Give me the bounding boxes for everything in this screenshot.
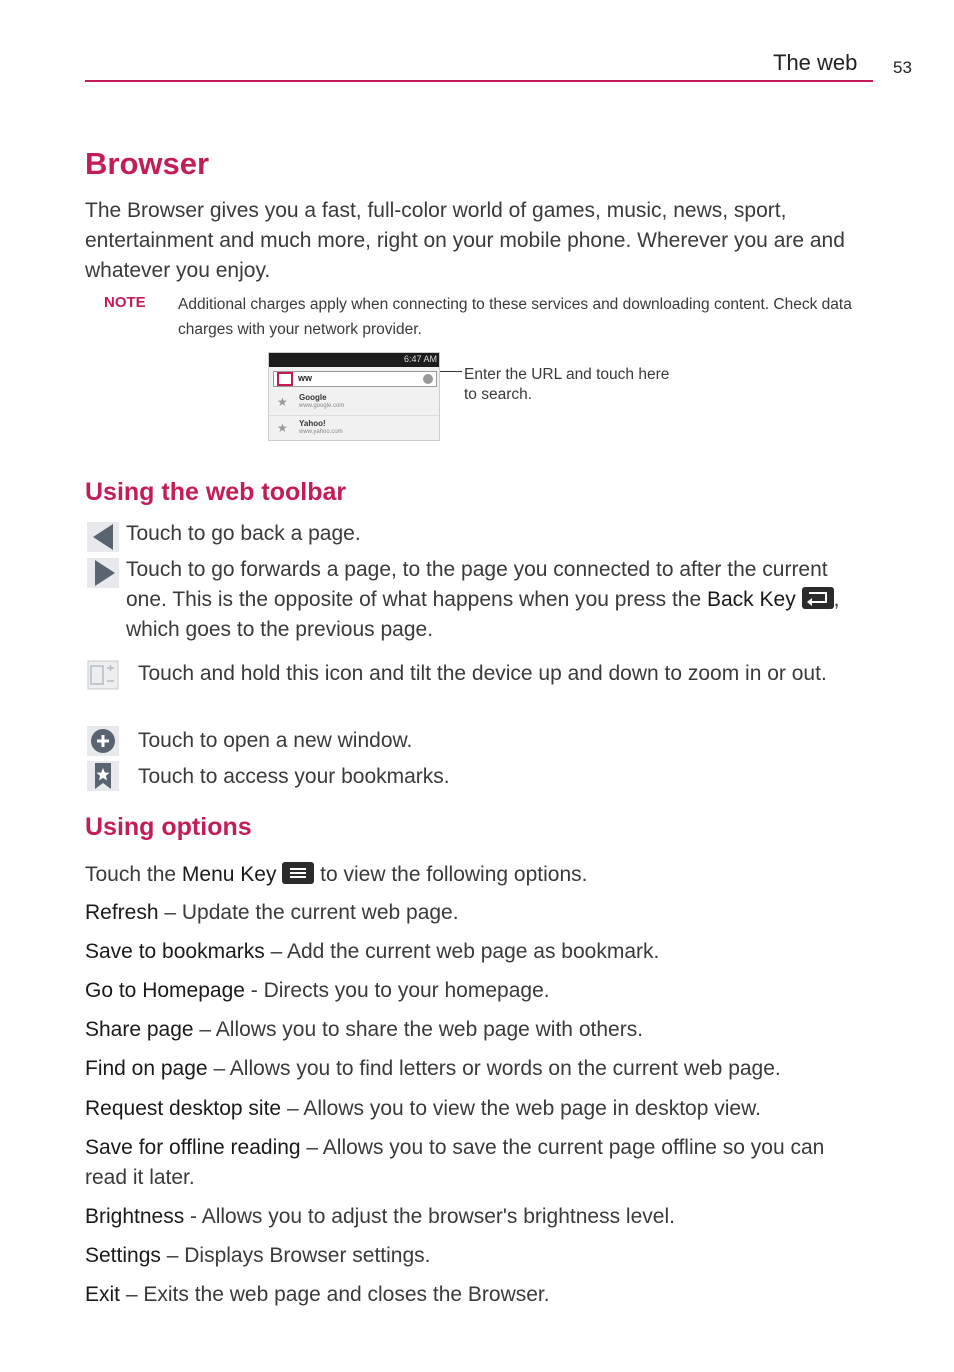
option-desc: – Exits the web page and closes the Browser. xyxy=(120,1283,550,1306)
suggestion-title: Google xyxy=(299,393,327,402)
page-number: 53 xyxy=(893,58,912,77)
forward-text-before: Touch to go forwards a page, to the page you connected to after the current one. This is the opposite of what happens when you press the xyxy=(126,558,828,611)
option-name: Exit xyxy=(85,1283,121,1306)
back-key-icon xyxy=(802,587,834,609)
toolbar-heading: Using the web toolbar xyxy=(85,478,347,506)
menu-key-icon xyxy=(282,862,314,884)
back-arrow-icon xyxy=(87,522,119,552)
option-item xyxy=(85,1015,875,1045)
toolbar-back-text: Touch to go back a page. xyxy=(126,522,361,545)
suggestion-url: www.google.com xyxy=(299,403,345,409)
option-desc: – Allows you to share the web page with others. xyxy=(193,1018,644,1041)
divider xyxy=(269,415,440,416)
option-desc: – Update the current web page. xyxy=(158,901,459,924)
suggestion-row xyxy=(275,417,435,441)
status-bar xyxy=(269,353,440,367)
option-name: Save to bookmarks xyxy=(85,940,265,963)
forward-arrow-icon xyxy=(87,558,119,588)
option-desc: – Allows you to save the current page offline so you can read it later. xyxy=(85,1136,825,1189)
forward-text-after: , which goes to the previous page. xyxy=(126,588,840,641)
star-icon: ★ xyxy=(277,395,288,409)
callout-line xyxy=(440,371,462,372)
option-name: Request desktop site xyxy=(85,1097,282,1120)
option-name: Brightness xyxy=(85,1205,185,1228)
zoom-tilt-icon xyxy=(87,660,119,690)
option-item xyxy=(85,937,875,967)
options-heading: Using options xyxy=(85,813,252,841)
note-text: Additional charges apply when connecting to these services and downloading content. Check data charges with your network provider. xyxy=(178,296,852,338)
option-item xyxy=(85,898,875,928)
option-name: Save for offline reading xyxy=(85,1136,301,1159)
clear-icon xyxy=(423,374,433,384)
option-name: Settings xyxy=(85,1244,161,1267)
url-text: ww xyxy=(298,373,313,383)
note-label: NOTE xyxy=(104,294,146,311)
new-window-icon xyxy=(87,726,119,756)
toolbar-forward-text xyxy=(126,555,861,645)
suggestion-row xyxy=(275,391,435,415)
option-desc: - Directs you to your homepage. xyxy=(244,979,550,1002)
suggestion-title: Yahoo! xyxy=(299,419,326,428)
options-intro xyxy=(85,860,875,890)
option-item xyxy=(85,1054,875,1084)
option-name: Refresh xyxy=(85,901,159,924)
search-icon xyxy=(277,372,293,386)
toolbar-newwindow-text: Touch to open a new window. xyxy=(138,729,413,752)
intro-paragraph: The Browser gives you a fast, full-color world of games, music, news, sport, entertainment and much more, right on your mobile phone. Wherever you are and whatever you enjoy. xyxy=(85,199,845,282)
suggestion-url: www.yahoo.com xyxy=(299,429,343,435)
url-bar xyxy=(273,371,437,387)
star-icon: ★ xyxy=(277,421,288,435)
option-desc: - Allows you to adjust the browser's brightness level. xyxy=(184,1205,675,1228)
options-intro-before: Touch the xyxy=(85,863,182,886)
option-name: Go to Homepage xyxy=(85,979,245,1002)
option-item xyxy=(85,976,875,1006)
status-time: 6:47 AM xyxy=(403,354,437,364)
menu-key-label: Menu Key xyxy=(181,863,277,886)
option-desc: – Displays Browser settings. xyxy=(160,1244,431,1267)
bookmarks-icon xyxy=(87,761,119,791)
option-desc: – Allows you to view the web page in desktop view. xyxy=(281,1097,761,1120)
option-item xyxy=(85,1133,855,1193)
section-title: The web xyxy=(773,50,858,75)
back-key-label: Back Key xyxy=(707,588,796,611)
option-item xyxy=(85,1094,875,1124)
callout-text: Enter the URL and touch here to search. xyxy=(464,366,670,403)
header-rule xyxy=(85,80,873,82)
browser-screenshot xyxy=(268,352,440,441)
toolbar-bookmarks-text: Touch to access your bookmarks. xyxy=(138,765,450,788)
option-item xyxy=(85,1241,875,1271)
toolbar-zoom-text: Touch and hold this icon and tilt the device up and down to zoom in or out. xyxy=(138,662,827,685)
option-item xyxy=(85,1202,875,1232)
option-desc: – Add the current web page as bookmark. xyxy=(264,940,660,963)
option-name: Find on page xyxy=(85,1057,208,1080)
option-item xyxy=(85,1280,875,1310)
page-title: Browser xyxy=(85,146,210,181)
option-desc: – Allows you to find letters or words on the current web page. xyxy=(207,1057,781,1080)
option-name: Share page xyxy=(85,1018,194,1041)
options-intro-after: to view the following options. xyxy=(314,863,588,886)
